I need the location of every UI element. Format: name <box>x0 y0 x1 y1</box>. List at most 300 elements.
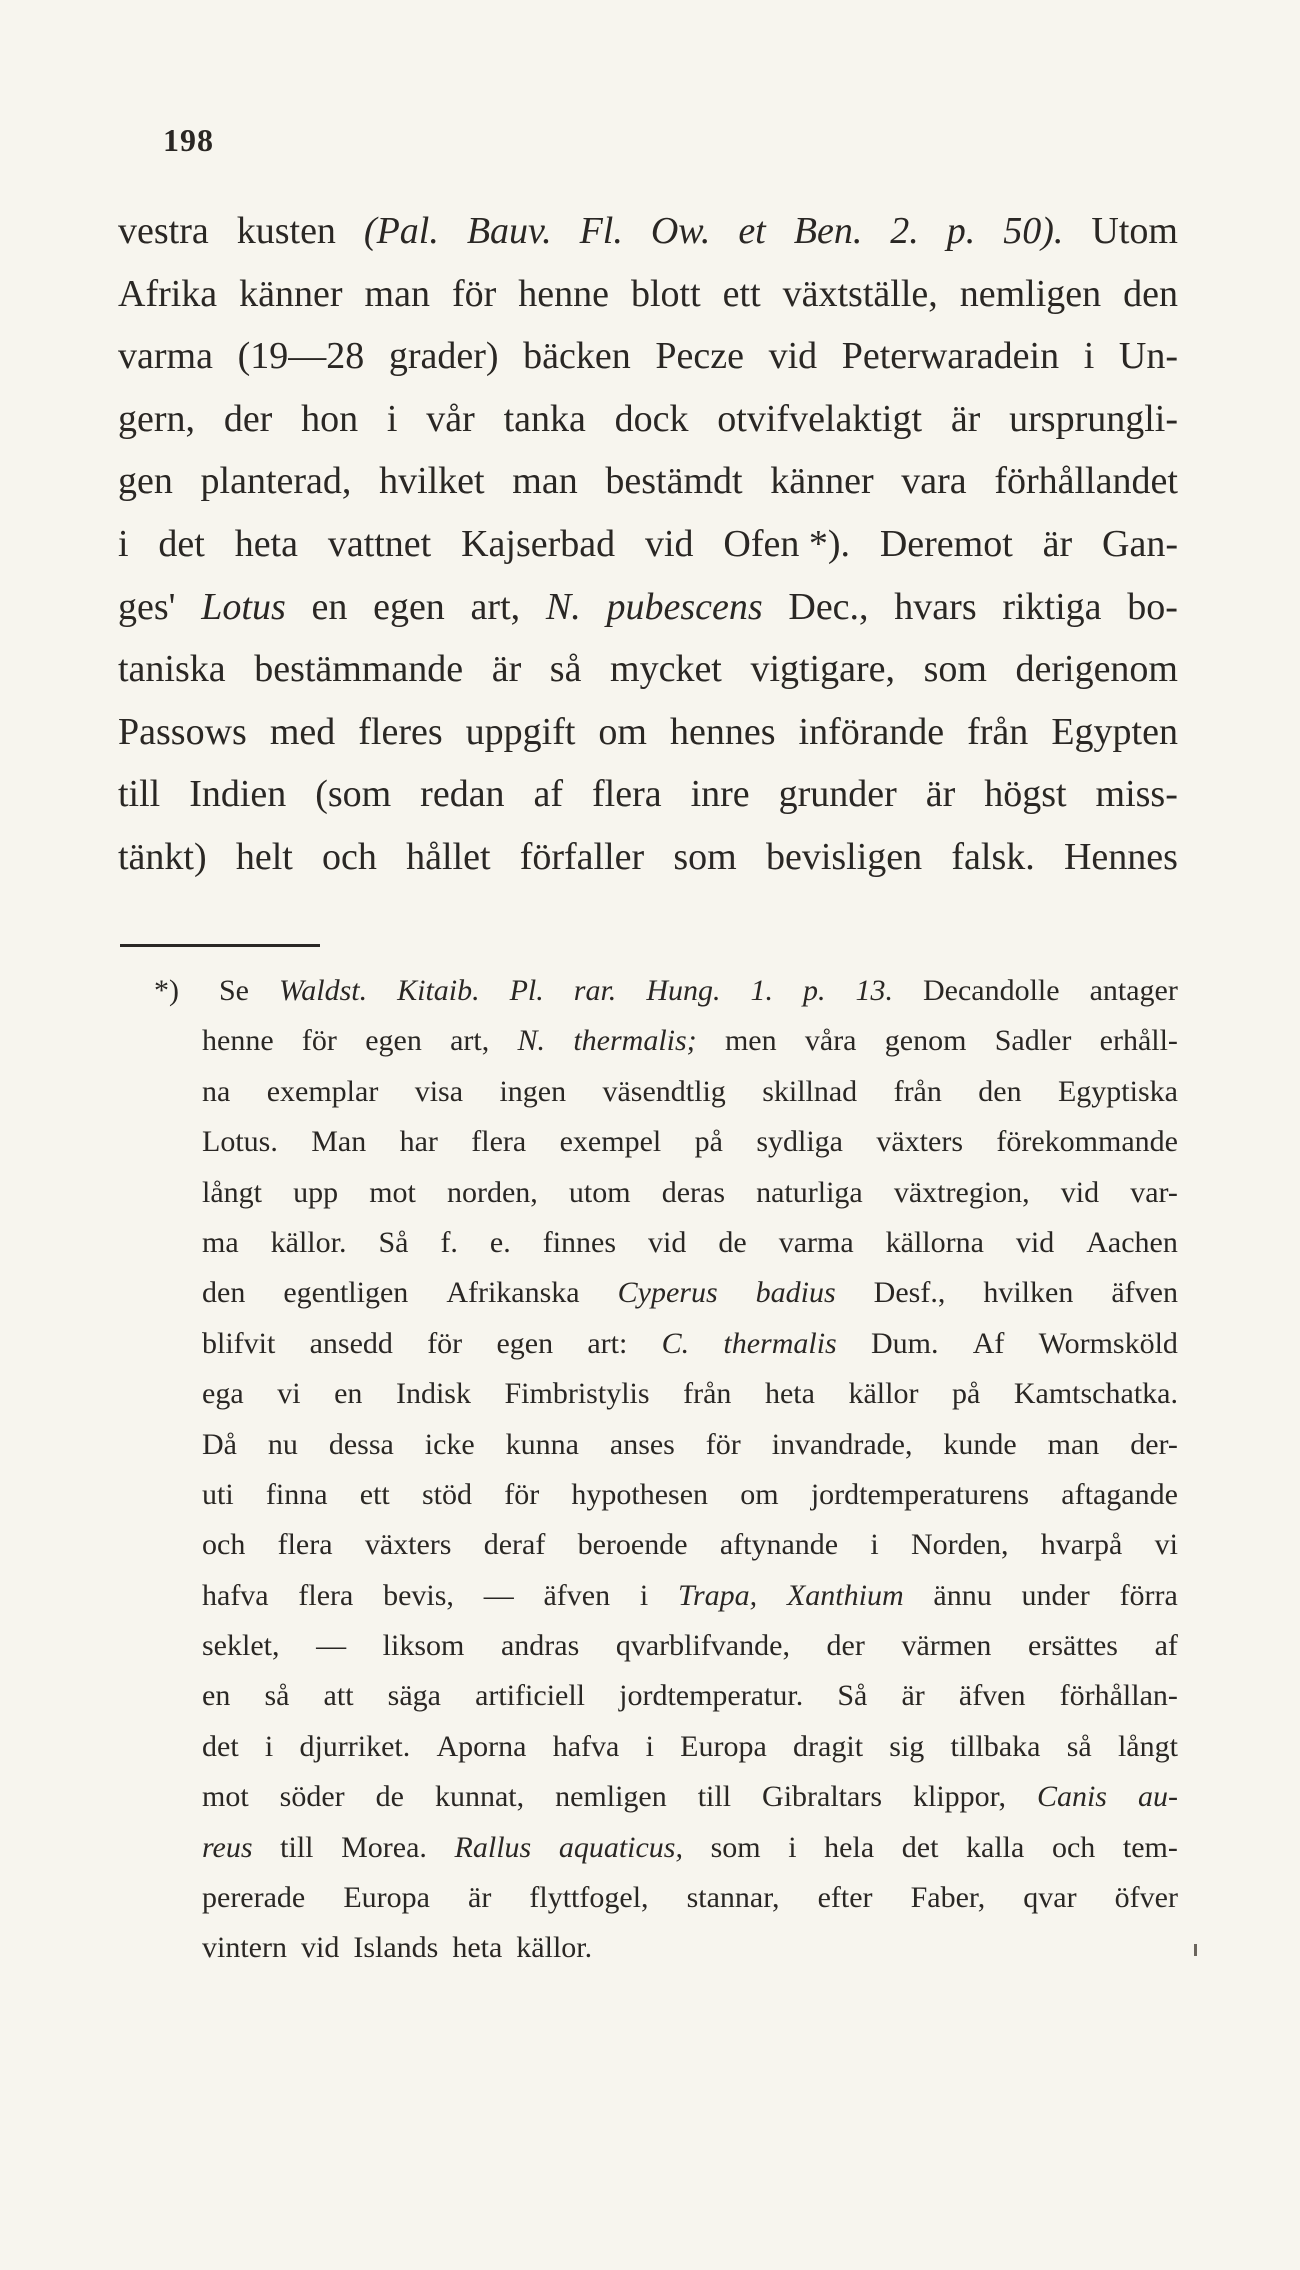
word: af <box>1154 1629 1178 1663</box>
footnote-line <box>118 1470 1178 1520</box>
word: i <box>264 1729 274 1763</box>
footnote-line <box>118 1369 1178 1419</box>
word: Fimbristylis <box>504 1377 650 1411</box>
word: växters <box>876 1125 963 1159</box>
word: derigenom <box>1015 648 1178 691</box>
word: ursprungli- <box>1009 397 1178 440</box>
word: thermalis; <box>573 1024 697 1058</box>
word: Aachen <box>1086 1225 1178 1259</box>
word: Egypten <box>1051 710 1178 753</box>
word: hela <box>824 1830 875 1864</box>
text-line <box>118 826 1178 889</box>
word: finna <box>265 1477 328 1511</box>
word: mycket <box>610 648 722 691</box>
word: i <box>386 397 398 440</box>
word: i <box>118 522 129 565</box>
word: (19—28 <box>237 335 365 378</box>
word: en <box>202 1679 231 1713</box>
word: exempel <box>559 1125 662 1159</box>
word: Pecze <box>655 335 744 378</box>
word: hon <box>301 397 359 440</box>
word: na <box>202 1074 231 1108</box>
word: hennes <box>669 710 776 753</box>
word: det <box>901 1830 939 1864</box>
word: invandrade, <box>771 1427 913 1461</box>
word: och <box>202 1528 246 1562</box>
word: för <box>301 1024 337 1058</box>
word: från <box>683 1377 732 1411</box>
word: äfven <box>958 1679 1026 1713</box>
word: e. <box>489 1225 511 1259</box>
word: vid <box>648 1225 687 1259</box>
word: hafva <box>202 1578 269 1612</box>
word: och <box>1051 1830 1096 1864</box>
word: vid <box>644 522 694 565</box>
footnote-divider <box>120 944 320 947</box>
word: införande <box>798 710 945 753</box>
word: Utom <box>1091 210 1178 252</box>
word: klippor, <box>912 1780 1006 1814</box>
word: kunna <box>505 1427 579 1461</box>
footnote <box>118 966 1178 1974</box>
footnote-line <box>118 1722 1178 1772</box>
word: hvarpå <box>1040 1528 1123 1562</box>
word: i <box>870 1528 879 1562</box>
footnote-mark: *) <box>154 974 179 1007</box>
footnote-line <box>118 1571 1178 1621</box>
word: tillbaka <box>950 1729 1041 1763</box>
word: efter <box>817 1881 873 1915</box>
word: Hennes <box>1063 835 1178 878</box>
word: genom <box>884 1024 967 1058</box>
word: Gibraltars <box>762 1780 882 1814</box>
word: under <box>1021 1578 1090 1612</box>
word: Af <box>972 1326 1005 1360</box>
word: norden, <box>447 1175 538 1209</box>
word: är <box>491 648 522 691</box>
word: uppgift <box>465 710 576 753</box>
word: Egyptiska <box>1057 1074 1178 1108</box>
word: Un- <box>1118 335 1178 378</box>
word: pubescens <box>606 585 763 628</box>
word: den <box>1123 272 1178 315</box>
text-line <box>118 325 1178 388</box>
word: vår <box>426 397 475 440</box>
word: Kajserbad <box>461 522 616 565</box>
word: så <box>264 1679 290 1713</box>
word: men <box>724 1024 777 1058</box>
word: Se <box>219 974 249 1007</box>
word: källor <box>848 1377 919 1411</box>
word: aftagande <box>1061 1477 1178 1511</box>
word: vid <box>1060 1175 1100 1209</box>
word: hållet <box>406 835 491 878</box>
footnote-line <box>118 1067 1178 1117</box>
word: i <box>645 1729 654 1763</box>
word: till <box>697 1780 732 1814</box>
text-line <box>118 701 1178 764</box>
word: rar. <box>573 974 617 1007</box>
word: erhåll- <box>1099 1024 1178 1058</box>
footnote-line <box>118 1923 1178 1973</box>
word: Trapa, <box>677 1578 758 1612</box>
word: art, <box>450 1024 490 1058</box>
word: varma <box>118 335 213 378</box>
word: ännu <box>933 1578 992 1612</box>
word: visa <box>414 1074 464 1108</box>
word: 13. <box>855 974 893 1007</box>
main-paragraph <box>118 200 1178 889</box>
word: växters <box>364 1528 452 1562</box>
word: hvars <box>894 585 977 628</box>
word: N. <box>517 1024 546 1058</box>
word: för <box>427 1326 463 1360</box>
word: i <box>1083 335 1095 378</box>
word: fleres <box>358 710 443 753</box>
word: nu <box>267 1427 298 1461</box>
word: hvilken <box>983 1276 1074 1310</box>
word: 2. <box>890 210 919 252</box>
footnote-line <box>118 1873 1178 1923</box>
word: flera <box>277 1528 333 1562</box>
word: Faber, <box>910 1881 986 1915</box>
word: Decandolle <box>922 974 1060 1007</box>
word: till <box>280 1830 314 1864</box>
word: Sadler <box>994 1024 1072 1058</box>
word: N. <box>545 585 581 628</box>
word: deras <box>661 1175 725 1209</box>
word: qvarblifvande, <box>615 1629 790 1663</box>
word: tänkt) <box>118 835 207 878</box>
word: säga <box>387 1679 441 1713</box>
word: Canis <box>1036 1780 1107 1814</box>
word: tanka <box>503 397 586 440</box>
word: sydliga <box>756 1125 843 1159</box>
word: uti <box>202 1477 234 1511</box>
footnote-line <box>118 1268 1178 1318</box>
word: bevis, <box>383 1578 454 1612</box>
word: det <box>202 1729 239 1763</box>
word: Lotus <box>201 585 286 628</box>
word: art: <box>587 1326 628 1360</box>
word: Då <box>202 1427 237 1461</box>
word: naturliga <box>756 1175 863 1209</box>
word: (som <box>315 773 392 816</box>
word: heta <box>452 1931 503 1965</box>
word: långt <box>1117 1729 1178 1763</box>
footnote-line <box>118 1621 1178 1671</box>
word: liksom <box>382 1629 465 1663</box>
word: dock <box>614 397 689 440</box>
word: man <box>512 460 578 503</box>
word: har <box>399 1125 438 1159</box>
word: bestämdt <box>605 460 743 503</box>
word: flera <box>471 1125 527 1159</box>
word: Cyperus <box>617 1276 718 1310</box>
word: Passows <box>118 710 247 753</box>
word: våra <box>804 1024 857 1058</box>
word: kunnat, <box>434 1780 525 1814</box>
word: söder <box>279 1780 345 1814</box>
word: förra <box>1119 1578 1178 1612</box>
word: egen <box>496 1326 554 1360</box>
word: — <box>316 1629 347 1663</box>
word: 1. <box>750 974 773 1007</box>
word: stannar, <box>686 1881 780 1915</box>
footnote-line <box>118 1671 1178 1721</box>
footnote-line <box>118 1168 1178 1218</box>
word: blifvit <box>202 1326 276 1360</box>
word: Rallus <box>454 1830 532 1864</box>
word: Desf., <box>873 1276 946 1310</box>
word: art, <box>470 585 521 628</box>
word: växtställe, <box>782 272 938 315</box>
word: vigtigare, <box>750 648 895 691</box>
footnote-line <box>118 1420 1178 1470</box>
word: deraf <box>483 1528 546 1562</box>
word: Norden, <box>910 1528 1009 1562</box>
word: jordtemperaturens <box>810 1477 1030 1511</box>
word: att <box>323 1679 354 1713</box>
word: Europa <box>343 1881 430 1915</box>
footnote-line <box>118 966 1178 1016</box>
word: som <box>673 835 737 878</box>
word: heta <box>764 1377 815 1411</box>
word: riktiga <box>1002 585 1102 628</box>
word: var- <box>1130 1175 1178 1209</box>
word: långt <box>202 1175 262 1209</box>
word: Ofen *). <box>723 522 850 565</box>
word: grader) <box>388 335 499 378</box>
word: anses <box>609 1427 675 1461</box>
text-line <box>118 576 1178 639</box>
word: jordtemperatur. <box>619 1679 804 1713</box>
word: artificiell <box>475 1679 586 1713</box>
word: är <box>1042 522 1073 565</box>
word: der <box>826 1629 865 1663</box>
word: beroende <box>577 1528 688 1562</box>
word: känner <box>239 272 343 315</box>
word: — <box>483 1578 514 1612</box>
word: grunder <box>778 773 897 816</box>
word: vid <box>768 335 818 378</box>
text-line <box>118 763 1178 826</box>
word: Dec., <box>788 585 869 628</box>
word: flera <box>592 773 662 816</box>
word: äfven <box>1111 1276 1178 1310</box>
word: med <box>269 710 336 753</box>
word: den <box>202 1276 246 1310</box>
word: C. <box>661 1326 690 1360</box>
word: Bauv. <box>466 210 552 252</box>
word: ma <box>202 1225 239 1259</box>
word: bäcken <box>523 335 631 378</box>
word: upp <box>293 1175 339 1209</box>
word: dessa <box>328 1427 394 1461</box>
word: och <box>322 835 377 878</box>
word: förhållandet <box>994 460 1178 503</box>
word: vi <box>1154 1528 1178 1562</box>
word: Wormsköld <box>1038 1326 1178 1360</box>
word: pererade <box>202 1881 306 1915</box>
word: 50). <box>1003 210 1064 252</box>
word: bo- <box>1127 585 1178 628</box>
word: kalla <box>966 1830 1025 1864</box>
word: qvar <box>1023 1881 1077 1915</box>
word: varma <box>778 1225 854 1259</box>
word: vintern <box>202 1931 287 1965</box>
text-line <box>118 450 1178 513</box>
word: ges' <box>118 585 176 628</box>
word: exemplar <box>266 1074 379 1108</box>
word: för <box>451 272 497 315</box>
word: Afrika <box>118 272 218 315</box>
word: om <box>598 710 647 753</box>
word: från <box>893 1074 942 1108</box>
word: kunde <box>943 1427 1017 1461</box>
word: miss- <box>1095 773 1178 816</box>
text-line <box>118 513 1178 576</box>
word: till <box>118 773 161 816</box>
word: Waldst. <box>279 974 368 1007</box>
word: badius <box>755 1276 836 1310</box>
word: Peterwaradein <box>841 335 1060 378</box>
word: redan <box>420 773 505 816</box>
word: högst <box>984 773 1067 816</box>
word: blott <box>630 272 701 315</box>
word: reus <box>202 1830 253 1864</box>
word: den <box>978 1074 1022 1108</box>
word: om <box>740 1477 779 1511</box>
word: Man <box>311 1125 367 1159</box>
text-line <box>118 200 1178 263</box>
word: på <box>951 1377 981 1411</box>
word: inre <box>690 773 750 816</box>
word: djurriket. <box>299 1729 411 1763</box>
word: vid <box>300 1931 340 1965</box>
word: vi <box>277 1377 301 1411</box>
word: Ow. <box>650 210 711 252</box>
word: Dum. <box>870 1326 939 1360</box>
word: gen <box>118 460 173 503</box>
word: p. <box>802 974 826 1007</box>
text-line <box>118 388 1178 451</box>
word: flera <box>298 1578 354 1612</box>
word: ega <box>202 1377 244 1411</box>
word: en <box>334 1377 363 1411</box>
word: planterad, <box>200 460 352 503</box>
footnote-line <box>118 1117 1178 1167</box>
word: mot <box>202 1780 249 1814</box>
word: Så <box>837 1679 868 1713</box>
word: ett <box>359 1477 390 1511</box>
word: från <box>967 710 1029 753</box>
word: för <box>504 1477 540 1511</box>
word: Islands <box>353 1931 439 1965</box>
word: dragit <box>793 1729 864 1763</box>
word: der <box>223 397 273 440</box>
word: öfver <box>1114 1881 1178 1915</box>
word: i <box>788 1830 797 1864</box>
word: de <box>375 1780 404 1814</box>
word: är <box>901 1679 925 1713</box>
word: egen <box>373 585 445 628</box>
word: utom <box>568 1175 631 1209</box>
word: mot <box>369 1175 416 1209</box>
word: andras <box>500 1629 580 1663</box>
word: ingen <box>499 1074 567 1108</box>
word: källor. <box>516 1931 593 1965</box>
word: förekommande <box>996 1125 1178 1159</box>
word: ansedd <box>309 1326 393 1360</box>
word: tem- <box>1122 1830 1178 1864</box>
word: icke <box>424 1427 475 1461</box>
word: henne <box>518 272 609 315</box>
word: Kitaib. <box>397 974 480 1007</box>
word: Europa <box>680 1729 767 1763</box>
word: stöd <box>421 1477 472 1511</box>
word: finnes <box>542 1225 617 1259</box>
word: Kamtschatka. <box>1013 1377 1178 1411</box>
word: thermalis <box>723 1326 837 1360</box>
word: af <box>533 773 564 816</box>
word: källorna <box>885 1225 984 1259</box>
word: egen <box>365 1024 422 1058</box>
word: der- <box>1130 1427 1178 1461</box>
word: (Pal. <box>363 210 439 252</box>
word: aftynande <box>719 1528 839 1562</box>
word: hypothesen <box>571 1477 709 1511</box>
word: de <box>718 1225 747 1259</box>
word: vestra <box>118 210 209 252</box>
footnote-line <box>118 1218 1178 1268</box>
word: vid <box>1015 1225 1055 1259</box>
word: f. <box>440 1225 458 1259</box>
word: et <box>738 210 766 252</box>
word: för <box>705 1427 741 1461</box>
text-line <box>118 638 1178 701</box>
word: au- <box>1137 1780 1178 1814</box>
footnote-line <box>118 1520 1178 1570</box>
word: nemligen <box>959 272 1102 315</box>
speck-mark <box>1194 1944 1197 1956</box>
word: man <box>1047 1427 1100 1461</box>
word: det <box>158 522 205 565</box>
word: henne <box>202 1024 274 1058</box>
word: sig <box>889 1729 925 1763</box>
word: flyttfogel, <box>529 1881 649 1915</box>
word: egentligen <box>283 1276 409 1310</box>
word: Afrikanska <box>446 1276 580 1310</box>
word: en <box>311 585 348 628</box>
word: så <box>1066 1729 1092 1763</box>
word: skillnad <box>762 1074 858 1108</box>
word: Morea. <box>341 1830 427 1864</box>
footnote-line <box>118 1016 1178 1066</box>
word: man <box>364 272 430 315</box>
footnote-line <box>118 1823 1178 1873</box>
word: så <box>549 648 582 691</box>
word: Lotus. <box>202 1125 278 1159</box>
word: Indisk <box>395 1377 471 1411</box>
word: otvifvelaktigt <box>717 397 923 440</box>
word: nemligen <box>555 1780 667 1814</box>
word: är <box>950 397 981 440</box>
text-line <box>118 263 1178 326</box>
word: känner <box>770 460 874 503</box>
word: hvilket <box>379 460 485 503</box>
footnote-line <box>118 1772 1178 1822</box>
